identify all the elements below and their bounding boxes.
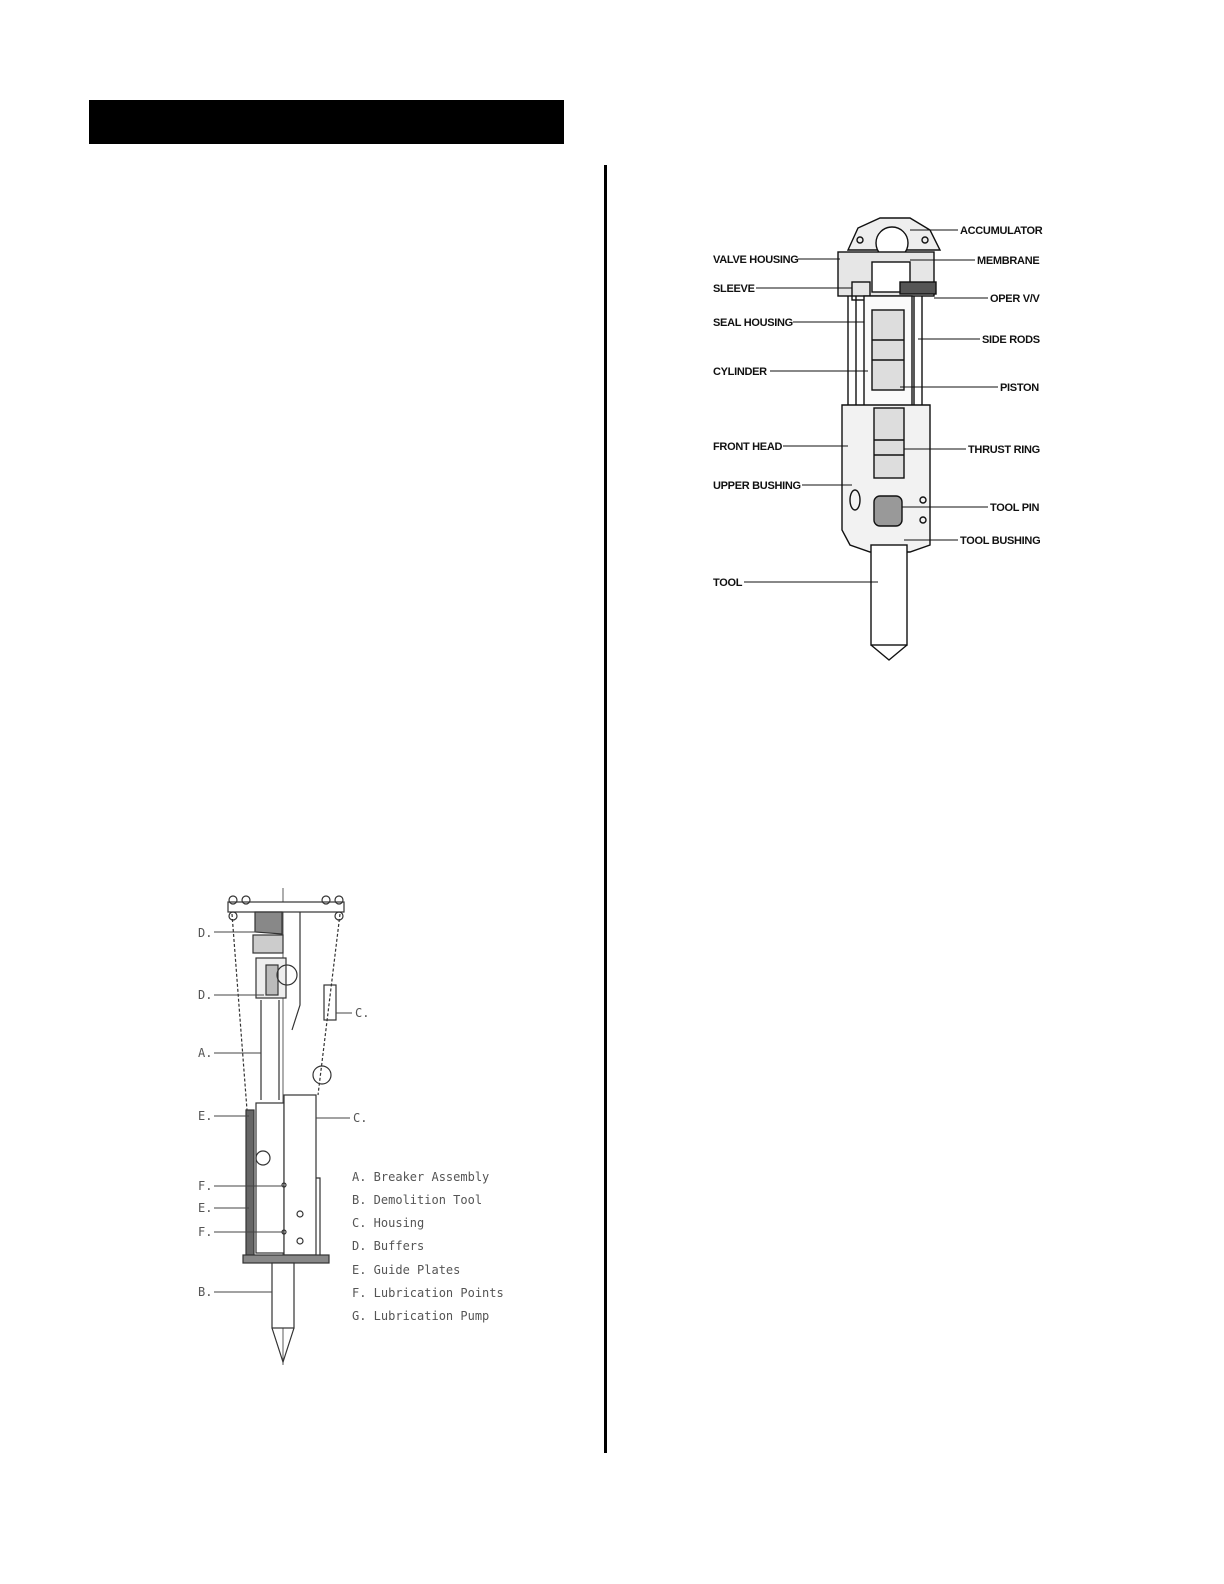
label-front-head: FRONT HEAD [713,441,783,453]
callout-b: B. [198,1285,213,1299]
label-valve-housing: VALVE HOUSING [713,254,799,266]
legend-item-b: B. Demolition Tool [352,1193,483,1207]
callout-c-pump: C. [355,1006,370,1020]
label-cylinder: CYLINDER [713,366,767,378]
label-side-rods: SIDE RODS [982,334,1040,346]
callout-d-lower: D. [198,988,213,1002]
legend-item-c: C. Housing [352,1216,425,1230]
legend-item-a: A. Breaker Assembly [352,1170,490,1184]
label-tool-bushing: TOOL BUSHING [960,535,1041,547]
label-upper-bushing: UPPER BUSHING [713,480,801,492]
breaker-housing-drawing [228,888,344,1365]
legend-item-g: G. Lubrication Pump [352,1309,490,1323]
callout-f-lower: F. [198,1225,213,1239]
parts-legend [352,1170,504,1323]
callout-c-housing: C. [353,1111,368,1125]
label-thrust-ring: THRUST RING [968,444,1040,456]
label-oper-vv: OPER V/V [990,293,1040,305]
breaker-cutaway-drawing [838,218,940,660]
label-piston: PISTON [1000,382,1039,394]
legend-item-f: F. Lubrication Points [352,1286,504,1300]
callout-d-upper: D. [198,926,213,940]
label-membrane: MEMBRANE [977,255,1040,267]
callout-e-upper: E. [198,1109,213,1123]
callout-a: A. [198,1046,213,1060]
callout-e-lower: E. [198,1201,213,1215]
label-seal-housing: SEAL HOUSING [713,317,793,329]
callout-f-upper: F. [198,1179,213,1193]
label-tool-pin: TOOL PIN [990,502,1040,514]
legend-item-d: D. Buffers [352,1239,425,1253]
label-accumulator: ACCUMULATOR [960,225,1043,237]
label-tool: TOOL [713,577,743,589]
legend-item-e: E. Guide Plates [352,1263,461,1277]
label-sleeve: SLEEVE [713,283,755,295]
